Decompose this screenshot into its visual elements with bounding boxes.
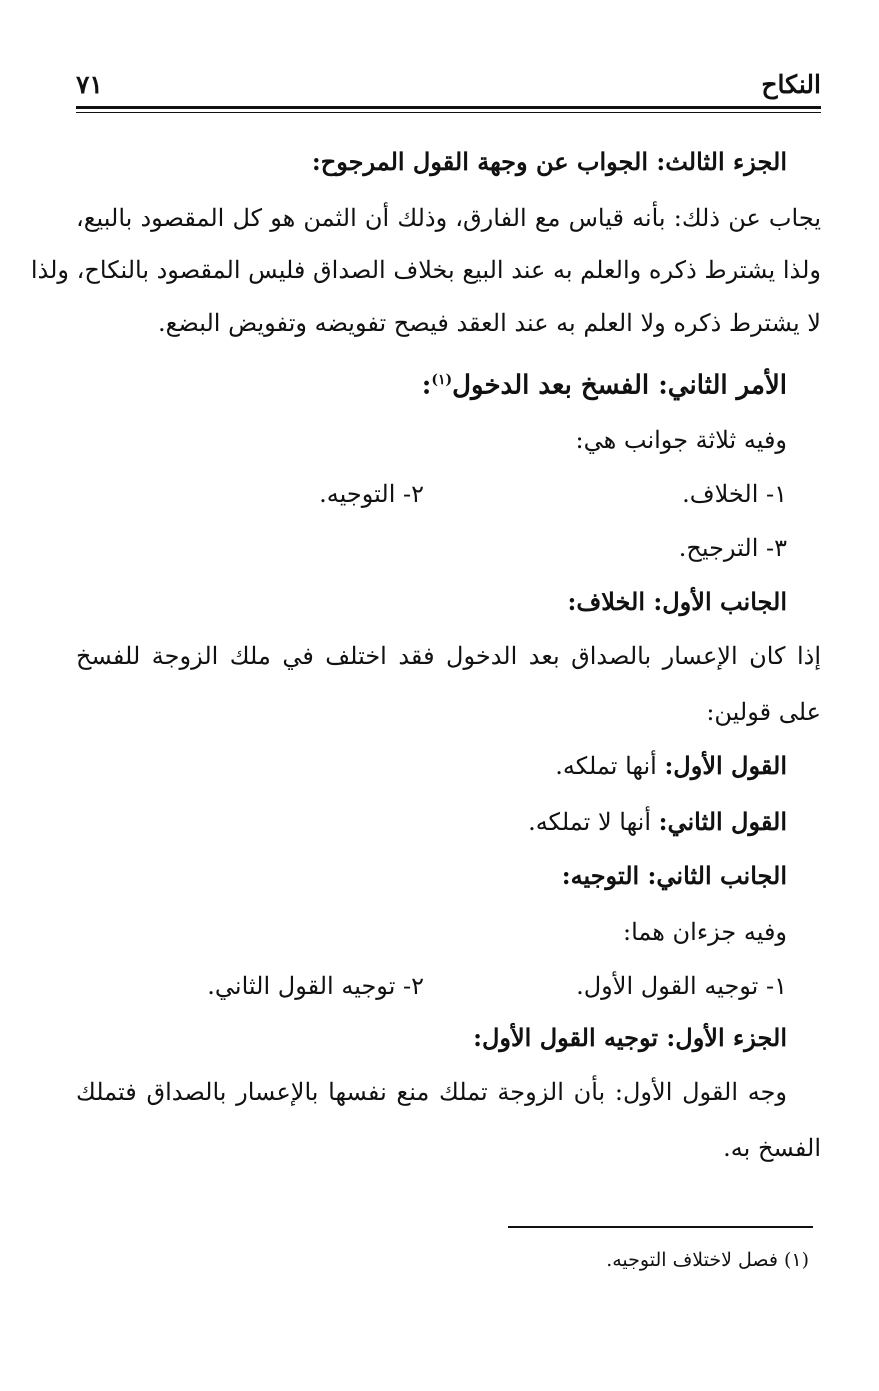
heading-part-one: الجزء الأول: توجيه القول الأول: [473,1023,787,1052]
paragraph-line: يجاب عن ذلك: بأنه قياس مع الفارق، وذلك أن الثمن هو كل المقصود بالبيع، [76,204,822,232]
opinion-line [528,802,787,842]
paragraph-line: الفسخ به. [723,1134,821,1162]
heading-first-aspect: الجانب الأول: الخلاف: [567,587,787,616]
paragraph-line: ولذا يشترط ذكره والعلم به عند البيع بخلاف الصداق فليس المقصود بالنكاح، ولذا [30,256,821,284]
opinion-text: أنها لا تملكه. [528,808,659,836]
footnote-ref: (١) [431,372,453,388]
paragraph-line: على قولين: [706,698,821,726]
list-item: ٢- توجيه القول الثاني. [207,972,424,1000]
list-item: ١- توجيه القول الأول. [576,972,787,1000]
heading-second-aspect: الجانب الثاني: التوجيه: [561,861,787,890]
header-rule-thick [76,106,821,109]
opinion-label: القول الأول: [664,751,787,780]
paragraph-line: وجه القول الأول: بأن الزوجة تملك منع نفسها بالإعسار بالصداق فتملك [76,1078,787,1106]
paragraph-line: وفيه جزءان هما: [622,918,787,946]
opinion-label: القول الثاني: [658,807,787,836]
paragraph-line: وفيه ثلاثة جوانب هي: [575,426,787,454]
heading-part-three: الجزء الثالث: الجواب عن وجهة القول المرجوح: [311,147,787,176]
heading-second-matter [422,360,787,406]
header-rule-thin [76,112,821,113]
list-item: ١- الخلاف. [682,480,787,508]
list-item: ٢- التوجيه. [319,480,424,508]
page-header [76,70,821,102]
paragraph-line: لا يشترط ذكره ولا العلم به عند العقد فيصح تفويضه وتفويض البضع. [158,309,821,337]
footnote: (١) فصل لاختلاف التوجيه. [606,1249,809,1271]
list-item: ٣- الترجيح. [678,534,787,562]
page-number: ٧١ [76,70,103,99]
heading-text: الأمر الثاني: الفسخ بعد الدخول [452,370,787,401]
footnote-separator [508,1226,813,1228]
paragraph-line: إذا كان الإعسار بالصداق بعد الدخول فقد اختلف في ملك الزوجة للفسخ [76,642,821,670]
opinion-line [555,746,787,786]
heading-colon: : [421,370,432,401]
chapter-title: النكاح [761,70,821,99]
opinion-text: أنها تملكه. [555,752,665,780]
